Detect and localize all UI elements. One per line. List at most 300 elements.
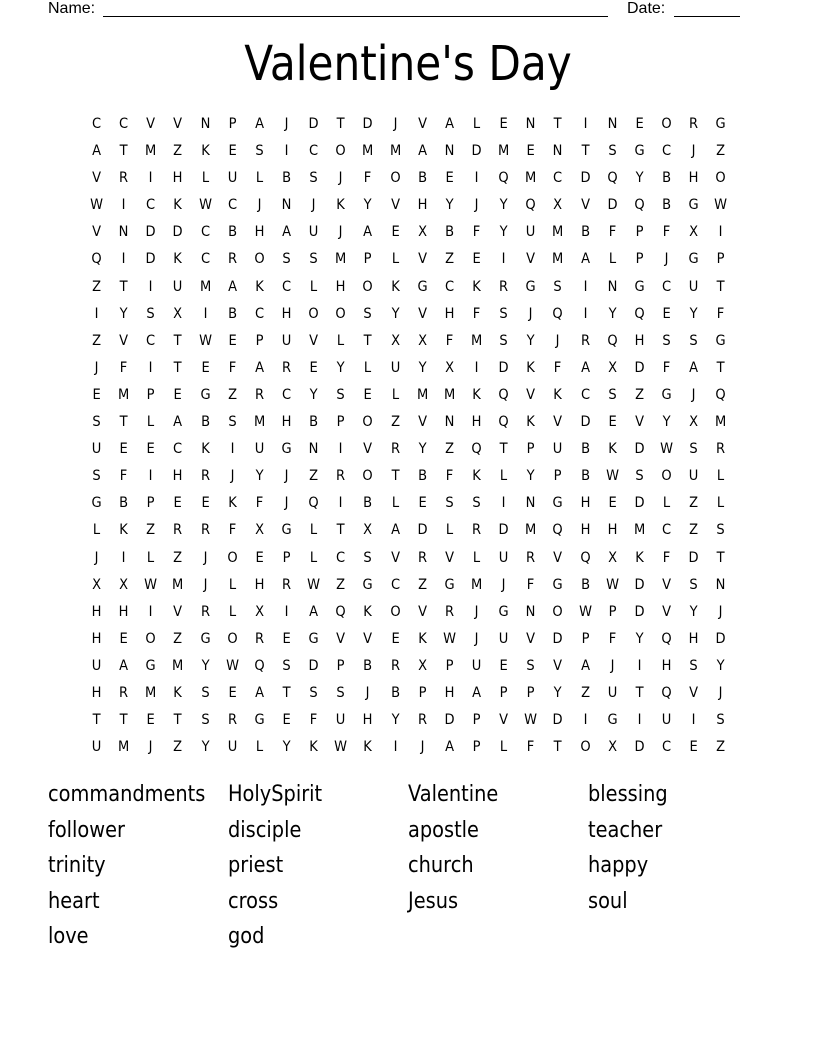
grid-cell[interactable]: U (227, 739, 238, 756)
grid-cell[interactable]: E (635, 116, 644, 132)
grid-cell[interactable]: Y (282, 739, 291, 756)
grid-cell[interactable]: H (91, 684, 102, 701)
grid-cell[interactable]: K (255, 278, 264, 295)
grid-cell[interactable]: T (716, 359, 725, 376)
grid-cell[interactable]: N (444, 414, 455, 431)
grid-cell[interactable]: A (580, 359, 590, 376)
grid-cell[interactable]: X (254, 522, 264, 539)
grid-cell[interactable]: P (418, 684, 427, 701)
grid-cell[interactable]: A (227, 278, 237, 295)
grid-cell[interactable]: R (227, 251, 237, 268)
grid-cell[interactable]: Q (498, 386, 509, 403)
grid-cell[interactable]: Q (471, 441, 482, 458)
grid-cell[interactable]: A (254, 359, 264, 376)
grid-cell[interactable]: T (581, 143, 590, 160)
grid-cell[interactable]: U (308, 224, 319, 241)
grid-cell[interactable]: D (308, 657, 319, 674)
grid-cell[interactable]: E (92, 386, 101, 403)
grid-cell[interactable]: M (172, 576, 184, 593)
grid-cell[interactable]: J (474, 197, 479, 214)
grid-cell[interactable]: K (200, 143, 210, 160)
grid-cell[interactable]: W (605, 468, 619, 485)
grid-cell[interactable]: Z (146, 522, 156, 539)
grid-cell[interactable]: P (336, 657, 345, 674)
grid-cell[interactable]: B (119, 495, 129, 512)
grid-cell[interactable]: L (717, 468, 725, 485)
grid-cell[interactable]: O (335, 305, 346, 322)
grid-cell[interactable]: C (281, 386, 292, 403)
grid-cell[interactable]: A (309, 603, 319, 620)
grid-cell[interactable]: T (119, 278, 128, 295)
grid-cell[interactable]: J (230, 468, 235, 485)
grid-cell[interactable]: X (363, 522, 373, 539)
grid-cell[interactable]: G (200, 630, 211, 647)
grid-cell[interactable]: D (444, 712, 455, 729)
grid-cell[interactable]: F (309, 712, 318, 729)
grid-cell[interactable]: T (553, 116, 562, 132)
grid-cell[interactable]: I (148, 603, 153, 620)
grid-cell[interactable]: I (474, 170, 479, 187)
grid-cell[interactable]: T (174, 332, 182, 349)
grid-cell[interactable]: A (580, 251, 590, 268)
grid-cell[interactable]: K (553, 386, 563, 403)
grid-cell[interactable]: E (255, 549, 264, 566)
grid-cell[interactable]: S (526, 657, 535, 674)
grid-cell[interactable]: Z (689, 522, 699, 539)
grid-cell[interactable]: X (444, 359, 454, 376)
grid-cell[interactable]: I (148, 278, 153, 295)
grid-cell[interactable]: Z (689, 495, 699, 512)
grid-cell[interactable]: V (526, 251, 536, 268)
grid-cell[interactable]: B (580, 468, 590, 485)
grid-cell[interactable]: F (364, 170, 372, 187)
grid-cell[interactable]: Y (201, 739, 210, 756)
grid-cell[interactable]: D (580, 170, 591, 187)
grid-cell[interactable]: J (203, 549, 208, 566)
grid-cell[interactable]: I (393, 739, 398, 756)
grid-cell[interactable]: A (417, 143, 427, 160)
grid-cell[interactable]: O (362, 468, 374, 485)
grid-cell[interactable]: B (227, 305, 237, 322)
grid-cell[interactable]: K (390, 278, 400, 295)
grid-cell[interactable]: Z (92, 332, 102, 349)
grid-cell[interactable]: W (307, 576, 321, 593)
grid-cell[interactable]: T (119, 414, 128, 431)
grid-cell[interactable]: J (338, 224, 343, 241)
grid-cell[interactable]: U (688, 468, 699, 485)
grid-cell[interactable]: I (148, 170, 153, 187)
grid-cell[interactable]: G (715, 332, 726, 349)
grid-cell[interactable]: D (362, 116, 374, 132)
grid-cell[interactable]: U (498, 549, 509, 566)
grid-cell[interactable]: S (608, 143, 617, 160)
grid-cell[interactable]: H (688, 630, 699, 647)
grid-cell[interactable]: Z (173, 143, 183, 160)
grid-cell[interactable]: Z (173, 739, 183, 756)
grid-cell[interactable]: Y (553, 684, 562, 701)
grid-cell[interactable]: C (580, 386, 590, 403)
grid-cell[interactable]: L (147, 549, 155, 566)
grid-cell[interactable]: K (472, 278, 481, 295)
grid-cell[interactable]: E (390, 630, 400, 647)
grid-cell[interactable]: L (310, 549, 318, 566)
grid-cell[interactable]: Q (498, 170, 509, 187)
grid-cell[interactable]: Z (580, 684, 590, 701)
grid-cell[interactable]: E (146, 712, 155, 729)
grid-cell[interactable]: W (578, 603, 592, 620)
grid-cell[interactable]: G (145, 657, 156, 674)
grid-cell[interactable]: A (444, 739, 454, 756)
grid-cell[interactable]: Z (444, 251, 454, 268)
grid-cell[interactable]: V (417, 251, 427, 268)
grid-cell[interactable]: D (580, 414, 591, 431)
grid-cell[interactable]: Y (499, 197, 508, 214)
grid-cell[interactable]: U (607, 684, 618, 701)
grid-cell[interactable]: V (526, 386, 536, 403)
name-field[interactable] (103, 0, 608, 17)
grid-cell[interactable]: Q (552, 522, 564, 539)
grid-cell[interactable]: C (661, 739, 672, 756)
grid-cell[interactable]: F (662, 224, 671, 241)
grid-cell[interactable]: L (255, 170, 264, 187)
grid-cell[interactable]: N (607, 116, 618, 132)
grid-cell[interactable]: K (363, 603, 373, 620)
grid-cell[interactable]: T (716, 278, 725, 295)
grid-cell[interactable]: B (417, 170, 427, 187)
grid-cell[interactable]: N (553, 143, 563, 160)
grid-cell[interactable]: G (525, 278, 536, 295)
grid-cell[interactable]: K (173, 251, 183, 268)
grid-cell[interactable]: D (498, 359, 509, 376)
grid-cell[interactable]: P (635, 251, 644, 268)
grid-cell[interactable]: H (444, 684, 455, 701)
grid-cell[interactable]: H (91, 603, 102, 620)
grid-cell[interactable]: C (661, 278, 672, 295)
grid-cell[interactable]: O (552, 603, 564, 620)
grid-cell[interactable]: L (255, 739, 264, 756)
grid-cell[interactable]: V (553, 549, 563, 566)
grid-cell[interactable]: T (336, 522, 345, 539)
grid-cell[interactable]: Y (363, 197, 372, 214)
grid-cell[interactable]: G (634, 278, 645, 295)
grid-cell[interactable]: E (526, 143, 535, 160)
grid-cell[interactable]: A (580, 657, 590, 674)
grid-cell[interactable]: F (472, 224, 481, 241)
grid-cell[interactable]: S (689, 576, 698, 593)
grid-cell[interactable]: F (527, 576, 535, 593)
grid-cell[interactable]: G (254, 712, 265, 729)
grid-cell[interactable]: S (200, 684, 210, 701)
grid-cell[interactable]: P (526, 441, 535, 458)
grid-cell[interactable]: A (472, 684, 482, 701)
grid-cell[interactable]: O (254, 251, 265, 268)
grid-cell[interactable]: E (499, 116, 508, 132)
grid-cell[interactable]: O (362, 414, 374, 431)
grid-cell[interactable]: K (472, 386, 481, 403)
grid-cell[interactable]: M (145, 684, 157, 701)
grid-cell[interactable]: G (200, 386, 211, 403)
grid-cell[interactable]: E (689, 739, 698, 756)
grid-cell[interactable]: I (338, 495, 343, 512)
grid-cell[interactable]: B (580, 576, 590, 593)
grid-cell[interactable]: W (605, 576, 619, 593)
grid-cell[interactable]: O (227, 630, 238, 647)
grid-cell[interactable]: X (92, 576, 102, 593)
grid-cell[interactable]: G (688, 251, 699, 268)
grid-cell[interactable]: D (634, 603, 645, 620)
grid-cell[interactable]: B (417, 468, 427, 485)
grid-cell[interactable]: S (363, 305, 373, 322)
grid-cell[interactable]: I (691, 712, 696, 729)
grid-cell[interactable]: R (390, 441, 400, 458)
grid-cell[interactable]: G (444, 576, 455, 593)
grid-cell[interactable]: F (228, 359, 237, 376)
grid-cell[interactable]: B (444, 224, 454, 241)
grid-cell[interactable]: Y (255, 468, 264, 485)
grid-cell[interactable]: R (580, 332, 590, 349)
grid-cell[interactable]: U (227, 170, 238, 187)
grid-cell[interactable]: U (688, 278, 699, 295)
grid-cell[interactable]: J (718, 603, 723, 620)
grid-cell[interactable]: K (173, 197, 183, 214)
grid-cell[interactable]: D (172, 224, 184, 241)
grid-cell[interactable]: G (661, 386, 672, 403)
grid-cell[interactable]: S (282, 657, 291, 674)
grid-cell[interactable]: Y (526, 332, 535, 349)
grid-cell[interactable]: J (474, 603, 479, 620)
grid-cell[interactable]: F (472, 305, 481, 322)
grid-cell[interactable]: T (635, 684, 644, 701)
grid-cell[interactable]: J (420, 739, 425, 756)
grid-cell[interactable]: V (689, 684, 699, 701)
grid-cell[interactable]: H (444, 305, 455, 322)
grid-cell[interactable]: H (661, 657, 672, 674)
grid-cell[interactable]: I (203, 305, 208, 322)
grid-cell[interactable]: F (717, 305, 725, 322)
grid-cell[interactable]: Y (635, 170, 644, 187)
grid-cell[interactable]: W (225, 657, 239, 674)
grid-cell[interactable]: C (146, 332, 156, 349)
grid-cell[interactable]: O (661, 116, 672, 132)
grid-cell[interactable]: J (94, 359, 99, 376)
grid-cell[interactable]: L (662, 495, 671, 512)
grid-cell[interactable]: I (501, 251, 506, 268)
grid-cell[interactable]: C (227, 197, 237, 214)
grid-cell[interactable]: L (717, 495, 725, 512)
grid-cell[interactable]: P (635, 224, 644, 241)
grid-cell[interactable]: S (282, 251, 291, 268)
grid-cell[interactable]: J (311, 197, 316, 214)
grid-cell[interactable]: P (146, 495, 155, 512)
grid-cell[interactable]: P (282, 549, 291, 566)
grid-cell[interactable]: W (198, 332, 212, 349)
grid-cell[interactable]: E (363, 386, 373, 403)
grid-cell[interactable]: X (173, 305, 183, 322)
grid-cell[interactable]: E (119, 441, 128, 458)
grid-cell[interactable]: S (499, 305, 508, 322)
grid-cell[interactable]: O (362, 278, 374, 295)
grid-cell[interactable]: T (363, 332, 372, 349)
grid-cell[interactable]: D (688, 549, 699, 566)
grid-cell[interactable]: W (524, 712, 538, 729)
grid-cell[interactable]: H (118, 603, 129, 620)
grid-cell[interactable]: F (608, 630, 616, 647)
grid-cell[interactable]: X (689, 414, 699, 431)
grid-cell[interactable]: R (254, 386, 264, 403)
grid-cell[interactable]: D (552, 712, 563, 729)
grid-cell[interactable]: U (173, 278, 183, 295)
grid-cell[interactable]: K (363, 739, 373, 756)
grid-cell[interactable]: H (634, 332, 645, 349)
grid-cell[interactable]: U (498, 630, 509, 647)
grid-cell[interactable]: L (500, 739, 508, 756)
grid-cell[interactable]: H (417, 197, 428, 214)
grid-cell[interactable]: B (282, 170, 292, 187)
grid-cell[interactable]: K (635, 549, 644, 566)
grid-cell[interactable]: G (281, 522, 292, 539)
grid-cell[interactable]: M (552, 224, 564, 241)
grid-cell[interactable]: D (417, 522, 428, 539)
grid-cell[interactable]: L (391, 251, 399, 268)
grid-cell[interactable]: Q (661, 630, 672, 647)
grid-cell[interactable]: I (583, 116, 588, 132)
grid-cell[interactable]: C (254, 305, 264, 322)
grid-cell[interactable]: Y (418, 359, 427, 376)
grid-cell[interactable]: Q (634, 197, 645, 214)
grid-cell[interactable]: U (661, 712, 672, 729)
grid-cell[interactable]: L (391, 495, 399, 512)
grid-cell[interactable]: P (336, 414, 345, 431)
grid-cell[interactable]: Q (634, 305, 645, 322)
grid-cell[interactable]: T (336, 116, 345, 132)
grid-cell[interactable]: B (580, 441, 590, 458)
grid-cell[interactable]: Y (201, 657, 210, 674)
grid-cell[interactable]: M (443, 386, 456, 403)
grid-cell[interactable]: M (525, 170, 537, 187)
grid-cell[interactable]: X (417, 657, 427, 674)
grid-cell[interactable]: R (336, 468, 346, 485)
grid-cell[interactable]: J (284, 468, 289, 485)
grid-cell[interactable]: S (445, 495, 454, 512)
grid-cell[interactable]: E (228, 332, 237, 349)
grid-cell[interactable]: J (284, 495, 289, 512)
grid-cell[interactable]: C (553, 170, 563, 187)
grid-cell[interactable]: V (363, 630, 373, 647)
grid-cell[interactable]: S (228, 414, 237, 431)
grid-cell[interactable]: T (716, 549, 725, 566)
grid-cell[interactable]: N (525, 116, 536, 132)
grid-cell[interactable]: O (389, 170, 401, 187)
grid-cell[interactable]: I (474, 359, 479, 376)
grid-cell[interactable]: F (662, 549, 671, 566)
grid-cell[interactable]: R (444, 603, 454, 620)
grid-cell[interactable]: M (335, 251, 347, 268)
grid-cell[interactable]: O (145, 630, 156, 647)
grid-cell[interactable]: G (715, 116, 726, 132)
grid-cell[interactable]: J (366, 684, 370, 701)
grid-cell[interactable]: Z (92, 278, 102, 295)
grid-cell[interactable]: Y (336, 359, 345, 376)
grid-cell[interactable]: Z (634, 386, 644, 403)
grid-cell[interactable]: I (121, 197, 126, 214)
grid-cell[interactable]: O (308, 305, 319, 322)
grid-cell[interactable]: S (336, 386, 345, 403)
grid-cell[interactable]: I (338, 441, 343, 458)
grid-cell[interactable]: C (336, 549, 346, 566)
grid-cell[interactable]: T (92, 712, 101, 729)
grid-cell[interactable]: D (634, 739, 645, 756)
grid-cell[interactable]: L (472, 116, 481, 132)
grid-cell[interactable]: V (390, 197, 400, 214)
grid-cell[interactable]: P (499, 684, 508, 701)
grid-cell[interactable]: H (363, 712, 373, 729)
grid-cell[interactable]: K (119, 522, 128, 539)
grid-cell[interactable]: W (714, 197, 728, 214)
grid-cell[interactable]: B (390, 684, 400, 701)
grid-cell[interactable]: Q (498, 414, 509, 431)
grid-cell[interactable]: K (526, 414, 536, 431)
grid-cell[interactable]: V (173, 603, 183, 620)
grid-cell[interactable]: D (471, 143, 482, 160)
grid-cell[interactable]: K (417, 630, 427, 647)
grid-cell[interactable]: P (146, 386, 155, 403)
grid-cell[interactable]: O (227, 549, 238, 566)
grid-cell[interactable]: S (662, 332, 671, 349)
grid-cell[interactable]: C (146, 197, 156, 214)
grid-cell[interactable]: C (281, 278, 292, 295)
grid-cell[interactable]: D (498, 522, 509, 539)
grid-cell[interactable]: V (553, 414, 563, 431)
grid-cell[interactable]: U (91, 441, 102, 458)
grid-cell[interactable]: F (119, 359, 128, 376)
grid-cell[interactable]: I (637, 657, 642, 674)
grid-cell[interactable]: W (442, 630, 456, 647)
grid-cell[interactable]: N (715, 576, 726, 593)
grid-cell[interactable]: H (254, 576, 265, 593)
grid-cell[interactable]: J (284, 116, 289, 132)
grid-cell[interactable]: X (417, 224, 427, 241)
grid-cell[interactable]: R (499, 278, 509, 295)
grid-cell[interactable]: U (91, 739, 102, 756)
grid-cell[interactable]: J (257, 197, 262, 214)
grid-cell[interactable]: M (253, 414, 266, 431)
grid-cell[interactable]: I (284, 603, 289, 620)
grid-cell[interactable]: I (583, 278, 588, 295)
grid-cell[interactable]: F (554, 359, 562, 376)
grid-cell[interactable]: J (718, 684, 723, 701)
grid-cell[interactable]: S (716, 712, 725, 729)
grid-cell[interactable]: Q (308, 495, 319, 512)
grid-cell[interactable]: A (119, 657, 129, 674)
grid-cell[interactable]: G (634, 143, 645, 160)
grid-cell[interactable]: Y (391, 712, 400, 729)
grid-cell[interactable]: Y (608, 305, 617, 322)
grid-cell[interactable]: N (118, 224, 129, 241)
grid-cell[interactable]: C (390, 576, 400, 593)
grid-cell[interactable]: F (445, 332, 454, 349)
grid-cell[interactable]: M (470, 332, 483, 349)
grid-cell[interactable]: G (91, 495, 102, 512)
grid-cell[interactable]: Q (91, 251, 102, 268)
grid-cell[interactable]: H (281, 305, 292, 322)
grid-cell[interactable]: D (145, 251, 156, 268)
grid-cell[interactable]: G (281, 441, 292, 458)
grid-cell[interactable]: I (718, 224, 723, 241)
grid-cell[interactable]: R (526, 549, 536, 566)
grid-cell[interactable]: Q (525, 197, 536, 214)
grid-cell[interactable]: Y (391, 305, 400, 322)
grid-cell[interactable]: F (228, 522, 237, 539)
